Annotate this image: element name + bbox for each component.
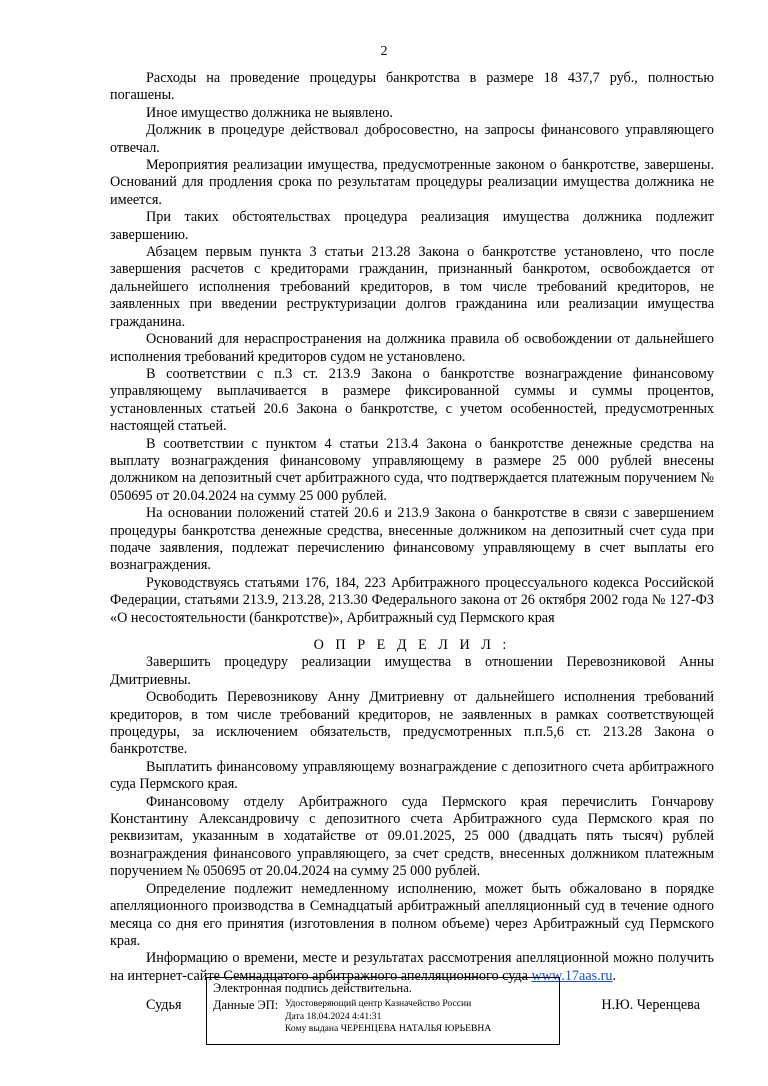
resolution-paragraph: Определение подлежит немедленному исполнению, может быть обжаловано в порядке апелляционного производства в Семнадцатый арбитражный апелляционный суд в течение одного месяца со дня его принятия (изготовления в полном объеме) через Арбитражный суд Пермского края. xyxy=(110,880,714,949)
resolution-paragraph: Освободить Перевозникову Анну Дмитриевну от дальнейшего исполнения требований кредиторов, в том числе требований кредиторов, не заявленных в рамках соответствующей процедуры, за исключением обязательств, предусмотренных п.п.5,6 ст. 213.28 Закона о банкротстве. xyxy=(110,689,714,758)
ep-holder: Кому выдана ЧЕРЕНЦЕВА НАТАЛЬЯ ЮРЬЕВНА xyxy=(285,1023,492,1034)
ep-date: Дата 18.04.2024 4:41:31 xyxy=(285,1010,382,1022)
electronic-signature-stamp xyxy=(206,977,560,1045)
ep-issuer: Удостоверяющий центр Казначейство России xyxy=(285,998,472,1009)
paragraph: При таких обстоятельствах процедура реализация имущества должника подлежит завершению. xyxy=(110,209,714,243)
paragraph: Оснований для нераспространения на должника правила об освобождении от дальнейшего исполнения требований кредиторов судом не установлено. xyxy=(110,331,714,365)
resolution-paragraph: Финансовому отделу Арбитражного суда Пермского края перечислить Гончарову Константину Александровичу с депозитного счета Арбитражного суда Пермского края по реквизитам, указанным в ходатайстве от 09.01.2025, 25 000 (двадцать пять тысяч) рублей вознаграждения финансового управляющего, за счет средств, внесенных должником платежным поручением № 050695 от 20.04.2024 на сумму 25 000 рублей. xyxy=(110,793,714,880)
page-number: 2 xyxy=(380,44,388,59)
paragraph: Мероприятия реализации имущества, предусмотренные законом о банкротстве, завершены. Оснований для продления срока по результатам процедуры реализации имущества должника не имеется. xyxy=(110,157,714,208)
paragraph: Расходы на проведение процедуры банкротства в размере 18 437,7 руб., полностью погашены. xyxy=(110,70,714,104)
paragraph: В соответствии с п.3 ст. 213.9 Закона о банкротстве вознаграждение финансовому управляющему выплачивается в размере фиксированной суммы и суммы процентов, установленных статьей 20.6 Закона о банкротстве, с учетом особенностей, предусмотренных настоящей статьей. xyxy=(110,365,714,435)
ep-title: Электронная подпись действительна. xyxy=(213,981,412,995)
paragraph: Руководствуясь статьями 176, 184, 223 Арбитражного процессуального кодекса Российской Федерации, статьями 213.9, 213.28, 213.30 Федерального закона от 26 октября 2002 года № 127-ФЗ «О несостоятельности (банкротстве)», Арбитражный суд Пермского края xyxy=(110,574,714,626)
paragraph: В соответствии с пунктом 4 статьи 213.4 Закона о банкротстве денежные средства на выплату вознаграждения финансовому управляющему в размере 25 000 рублей внесены должником на депозитный счет арбитражного суда, что подтверждается платежным поручением № 050695 от 20.04.2024 на сумму 25 000 рублей. xyxy=(110,435,714,504)
court-website-link[interactable]: www.17aas.ru xyxy=(531,967,613,984)
resolution-paragraph: Завершить процедуру реализации имущества в отношении Перевозниковой Анны Дмитриевны. xyxy=(110,654,714,688)
ruling-heading: О П Р Е Д Е Л И Л : xyxy=(313,637,511,653)
paragraph: Иное имущество должника не выявлено. xyxy=(146,104,393,121)
judge-name: Н.Ю. Черенцева xyxy=(601,997,700,1013)
info-end: . xyxy=(612,967,617,984)
ep-details xyxy=(285,998,491,1036)
paragraph: На основании положений статей 20.6 и 213.9 Закона о банкротстве в связи с завершением процедуры банкротства денежные средства, внесенные должником на депозитный счет суда при подаче заявления, подлежат перечислению финансовому управляющему в счет выплаты его вознаграждения. xyxy=(110,505,714,574)
ep-label: Данные ЭП: xyxy=(213,998,279,1012)
judge-role: Судья xyxy=(146,997,182,1013)
signature-block xyxy=(110,977,714,1057)
paragraph: Должник в процедуре действовал добросовестно, на запросы финансового управляющего отвечал. xyxy=(110,122,714,156)
info-text: Информацию о времени, месте и результатах рассмотрения апелляционной можно получить на интернет-сайте Семнадцатого арбитражного апелляционного суда xyxy=(110,950,714,984)
ep-data-row xyxy=(213,998,553,1036)
document-body xyxy=(110,70,714,985)
resolution-paragraph: Выплатить финансовому управляющему вознаграждение с депозитного счета арбитражного суда Пермского края. xyxy=(110,758,714,793)
paragraph: Абзацем первым пункта 3 статьи 213.28 Закона о банкротстве установлено, что после завершения расчетов с кредиторами гражданин, признанный банкротом, освобождается от дальнейшего исполнения требований кредиторов, в том числе требований кредиторов, не заявленных при введении реструктуризации долгов гражданина или реализации имущества гражданина. xyxy=(110,244,714,330)
